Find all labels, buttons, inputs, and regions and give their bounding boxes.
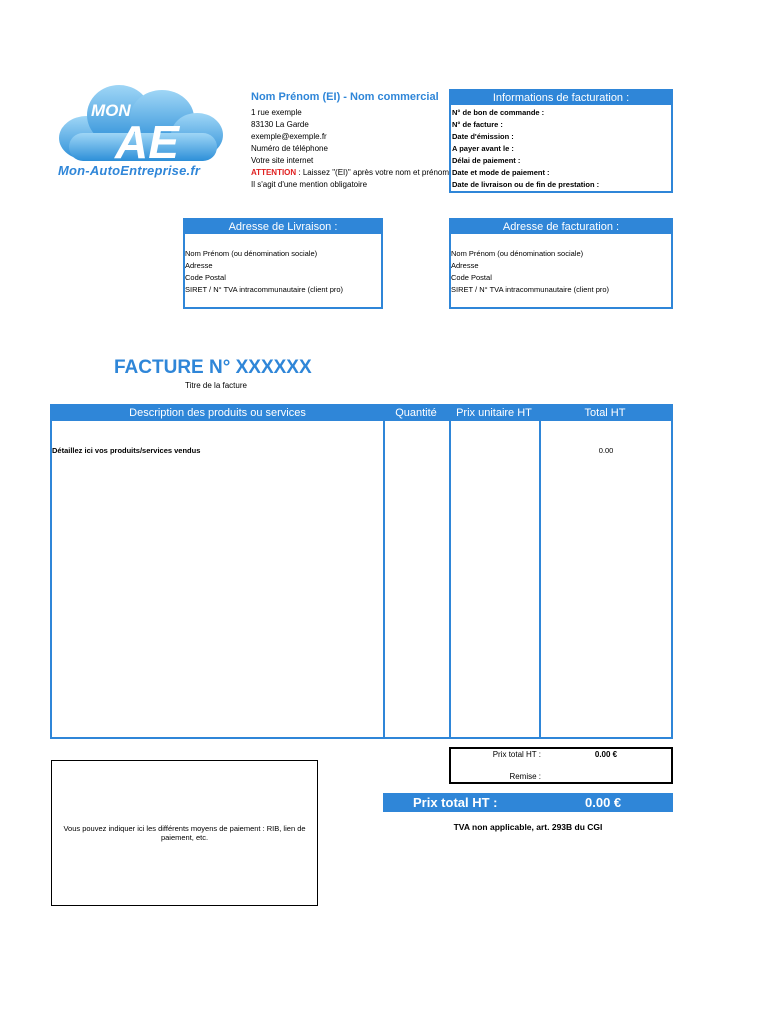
invoice-address-row: SIRET / N° TVA intracommunautaire (client pro) (451, 285, 610, 294)
subtotal-value: 0.00 € (594, 750, 618, 759)
column-divider (539, 421, 541, 737)
invoice-address-row: Adresse (451, 261, 479, 270)
delivery-address-title: Adresse de Livraison : (185, 220, 381, 234)
seller-mandatory-note: Il s'agit d'une mention obligatoire (251, 180, 368, 189)
invoice-address-row: Code Postal (451, 273, 492, 282)
seller-address1: 1 rue exemple (251, 108, 302, 117)
header-total: Total HT (539, 406, 671, 421)
subtotal-label: Prix total HT : (492, 750, 541, 759)
payment-note: Vous pouvez indiquer ici les différents moyens de paiement : RIB, lien de paiement, etc. (63, 824, 306, 842)
warning-label: ATTENTION (251, 168, 297, 177)
item-description: Détaillez ici vos produits/services vendus (52, 446, 201, 455)
payment-info-box (51, 760, 318, 906)
delivery-address-row: Adresse (185, 261, 213, 270)
items-table (50, 404, 673, 739)
billing-info-title: Informations de facturation : (451, 91, 671, 105)
logo-site-text: Mon-AutoEntreprise.fr (58, 163, 201, 178)
invoice-address-row: Nom Prénom (ou dénomination sociale) (451, 249, 584, 258)
logo-mon-text: MON (91, 101, 131, 120)
delivery-address-box (183, 218, 383, 309)
logo-ae-text: AE (115, 116, 179, 168)
seller-warning (251, 167, 451, 179)
column-divider (449, 421, 451, 737)
header-description: Description des produits ou services (52, 406, 383, 421)
item-total: 0.00 (598, 446, 614, 455)
seller-website: Votre site internet (251, 156, 314, 165)
grand-total-value: 0.00 € (585, 795, 622, 810)
seller-email: exemple@exemple.fr (251, 132, 327, 141)
totals-box (449, 747, 673, 784)
delivery-address-row: SIRET / N° TVA intracommunautaire (client pro) (185, 285, 344, 294)
billing-info-row: N° de bon de commande : (452, 108, 545, 117)
invoice-subtitle: Titre de la facture (185, 381, 247, 390)
billing-info-row: Délai de paiement : (452, 156, 521, 165)
billing-info-row: Date de livraison ou de fin de prestation : (452, 180, 600, 189)
billing-info-row: Date d'émission : (452, 132, 514, 141)
column-divider (383, 421, 385, 737)
billing-info-box (449, 89, 673, 193)
seller-address2: 83130 La Garde (251, 120, 309, 129)
billing-info-row: N° de facture : (452, 120, 503, 129)
seller-name: Nom Prénom (EI) - Nom commercial (251, 91, 439, 103)
invoice-address-box (449, 218, 673, 309)
billing-info-row: Date et mode de paiement : (452, 168, 550, 177)
header-quantity: Quantité (383, 406, 449, 421)
billing-info-row: A payer avant le : (452, 144, 514, 153)
tva-note: TVA non applicable, art. 293B du CGI (453, 822, 603, 832)
invoice-title: FACTURE N° XXXXXX (114, 357, 312, 378)
grand-total-bar (383, 793, 673, 812)
warning-text: : Laissez "(EI)" après votre nom et prénom (296, 168, 450, 177)
discount-label: Remise : (509, 772, 541, 781)
invoice-address-title: Adresse de facturation : (451, 220, 671, 234)
delivery-address-row: Code Postal (185, 273, 226, 282)
delivery-address-row: Nom Prénom (ou dénomination sociale) (185, 249, 318, 258)
seller-phone: Numéro de téléphone (251, 144, 328, 153)
seller-block (251, 90, 451, 191)
header-unit-price: Prix unitaire HT (449, 406, 539, 421)
grand-total-label: Prix total HT : (413, 795, 498, 810)
